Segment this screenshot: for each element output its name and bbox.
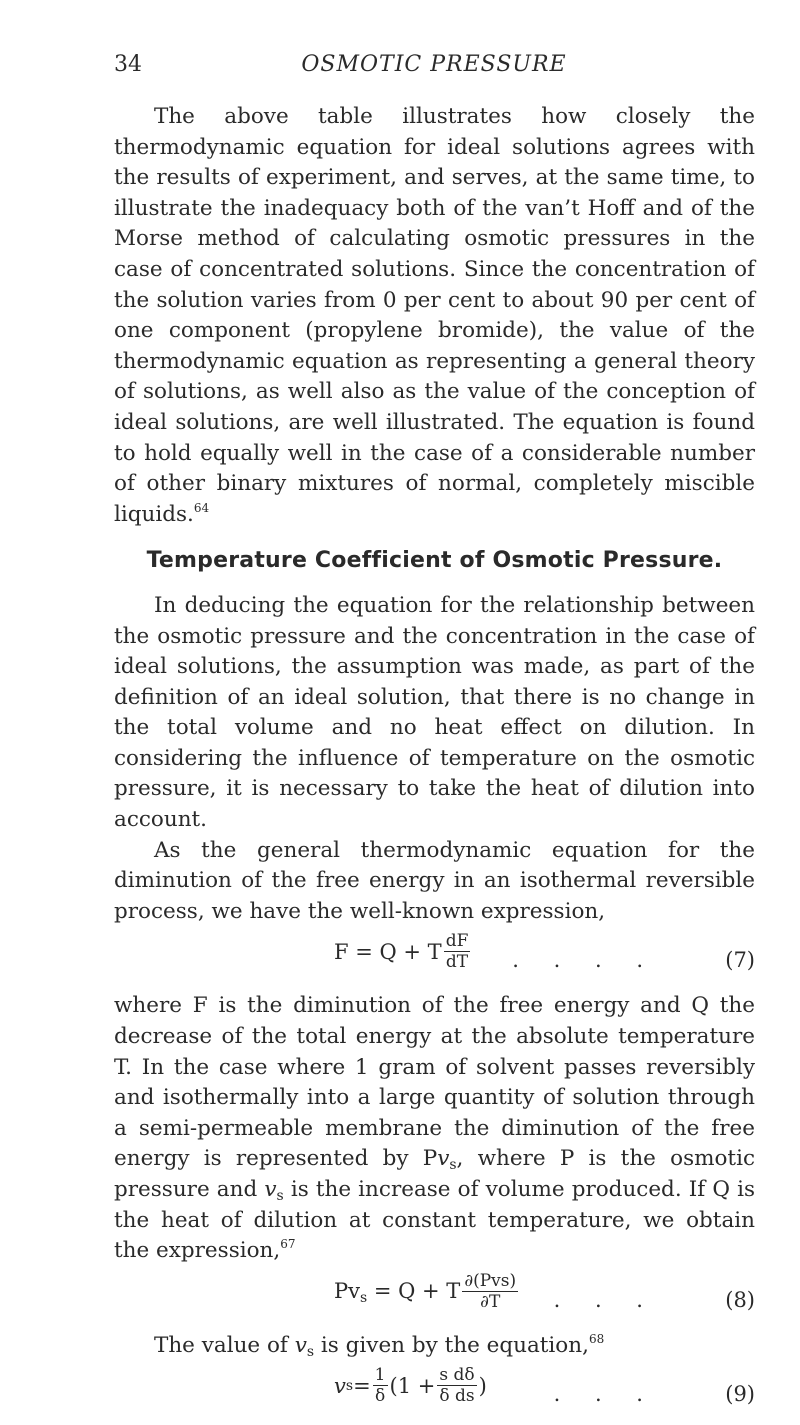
p4-sub-s: s [449,1157,457,1174]
eq8-number: (8) [725,1287,755,1312]
page-header [114,52,754,86]
paragraph-5 [114,1331,755,1362]
eq8-leader-dots: . . . [553,1287,657,1312]
footnote-ref-67: 67 [280,1237,296,1252]
eq8-fraction [462,1271,518,1312]
p4-text-b: , where P is the osmotic pressure and [114,1146,755,1202]
eq7-fraction [444,931,471,972]
p5-var-v: v [294,1332,307,1358]
paragraph-1 [114,102,755,530]
eq9-numerator-1: 1 [374,1365,386,1386]
eq8-sub: s [360,1289,368,1306]
p4-var-v: v [437,1146,450,1172]
eq8-rhs: = Q + T [367,1278,461,1303]
p5-text-a: The value of [154,1332,295,1358]
equation-8 [114,1267,755,1331]
page-number: 34 [114,52,142,77]
eq9-lhs: v [334,1373,346,1398]
eq9-number: (9) [725,1382,755,1407]
eq8-lhs-text: Pv [334,1278,360,1303]
eq7-numerator: dF [445,931,469,952]
paragraph-2: In deducing the equation for the relationship between the osmotic pressure and the concentration in the case of ideal solutions, the assumption was made, as part of the definition of an ideal solution, that there is no change in the total volume and no heat effect on dilution. In considering the influence of temperature on the osmotic pressure, it is necessary to take the heat of dilution into account. [114,592,755,833]
page-body [114,102,755,1425]
footnote-ref-68: 68 [588,1331,605,1346]
p4-var-v2: v [264,1177,277,1202]
eq9-leader-dots: . . . [553,1382,657,1407]
eq8-lhs [334,1276,460,1307]
eq9-denominator-1: δ [374,1386,386,1407]
eq9-paren-close: ) [478,1373,487,1398]
paragraph-3: As the general thermodynamic equation for the diminution of the free energy in an isothermal reversible process, we have the well-known expression, [114,837,755,924]
running-title: OSMOTIC PRESSURE [301,52,567,77]
eq9-fraction-2 [437,1365,476,1406]
paragraph-4 [114,991,755,1266]
eq9-fraction-1 [373,1365,388,1406]
eq9-equals: = [353,1373,371,1398]
p5-text-b: is given by the equation, [314,1332,589,1358]
paragraph-1-text: The above table illustrates how closely the thermodynamic equation for ideal solutions agrees with the results of experiment, and serves, at the same time, to illustrate the inadequacy both of the van’t Hoff and of the Morse method of calculating osmotic pressures in the case of concentrated solutions. Since the concentration of the solution varies from 0 per cent to about 90 per cent of one component (propylene bromide), the value of the thermodynamic equation as representing a general theory of solutions, as well also as the value of the conception of ideal solutions, are well illustrated. The equation is found to hold equally well in the case of a considerable number of other binary mixtures of normal, completely miscible liquids. [114,104,755,527]
p4-sub-s2: s [276,1188,284,1204]
eq9-paren-open: (1 + [389,1373,436,1398]
section-heading: Temperature Coefficient of Osmotic Pressure. [146,548,723,574]
p5-sub-s: s [306,1343,315,1360]
eq8-numerator: ∂(Pvs) [464,1270,517,1291]
eq7-leader-dots: . . . . [512,948,657,973]
p4-text-a: where F is the diminution of the free energy and Q the decrease of the total energy at the absolute temperature T. In the case where 1 gram of solvent passes reversibly and isothermally into a large quantity of solution through a semi-permeable membrane the diminution of the free energy is represented by P [114,993,755,1172]
footnote-ref-64: 64 [193,500,210,515]
eq7-number: (7) [725,948,755,973]
eq9-denominator-2: δ ds [439,1386,475,1407]
eq8-denominator: ∂T [480,1291,501,1312]
eq7-lhs: F = Q + T [334,939,442,964]
equation-9: v s = $\frac{1}{\delta}$ (1 + $\frac{\text{s dδ}}{\text{δ ds}}$ ) . . . (9) [114,1361,755,1425]
eq9-numerator-2: s dδ [439,1365,475,1386]
equation-7 [114,927,755,991]
eq7-denominator: dT [445,952,469,973]
p4-text-c: is the increase of volume produced. If Q is the heat of dilution at constant temperature, we obtain the expression, [114,1177,755,1264]
